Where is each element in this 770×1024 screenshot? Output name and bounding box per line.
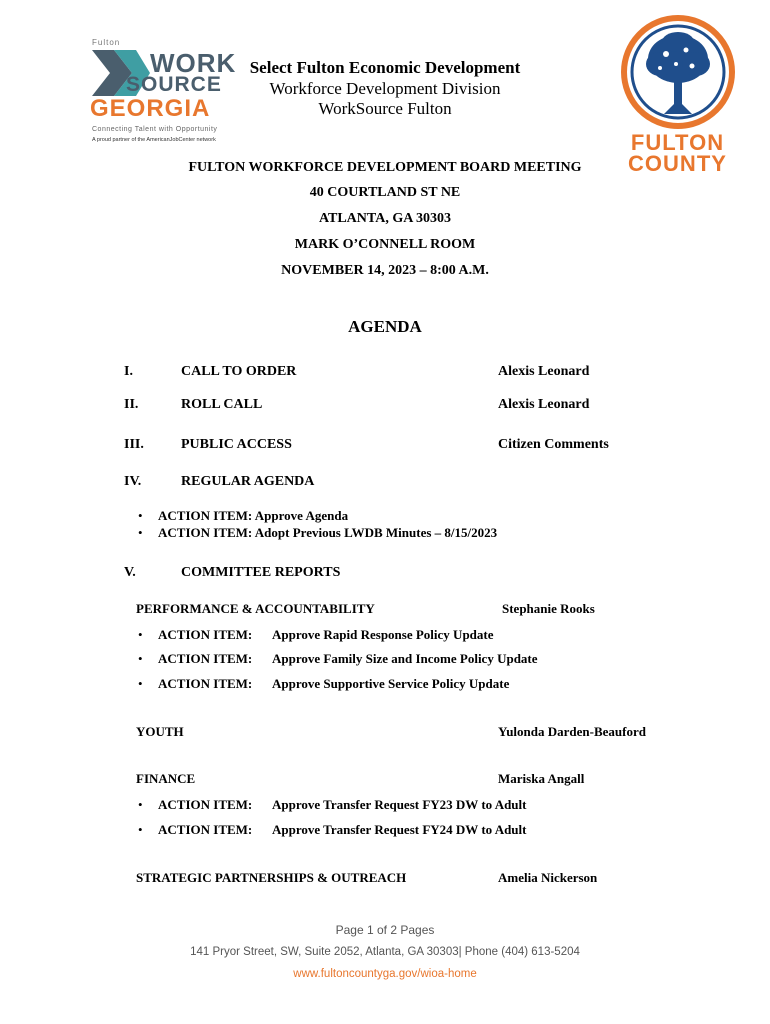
action-item-prefix: ACTION ITEM: [158,676,253,691]
bullet-icon: • [138,676,143,691]
action-item-prefix: ACTION ITEM: [158,797,253,812]
agenda-item-label: CALL TO ORDER [181,364,297,379]
committee-name: STRATEGIC PARTNERSHIPS & OUTREACH [136,870,407,885]
fulton-logo-line2: COUNTY [628,151,727,176]
worksource-logo-partner: A proud partner of the AmericanJobCenter network [92,137,216,143]
worksource-logo-tagline: Connecting Talent with Opportunity [92,126,218,133]
action-item-prefix: ACTION ITEM: [158,627,253,642]
regular-action-item: ACTION ITEM: Approve Agenda [158,508,349,523]
committee-name: FINANCE [136,771,196,786]
action-item-text: Approve Rapid Response Policy Update [272,627,494,642]
worksource-logo-georgia: GEORGIA [90,95,211,122]
action-item-text: Approve Transfer Request FY24 DW to Adult [272,822,527,837]
header-division: Workforce Development Division [269,79,501,98]
agenda-item-number: I. [124,364,133,379]
agenda-item-presenter: Citizen Comments [498,437,609,452]
bullet-icon: • [138,627,143,642]
agenda-item-label: ROLL CALL [181,397,263,412]
bullet-icon: • [138,508,143,523]
agenda-item-number: III. [124,437,144,452]
agenda-item-label: PUBLIC ACCESS [181,437,292,452]
agenda-title: AGENDA [348,317,422,336]
worksource-logo-source: SOURCE [126,73,222,96]
meeting-datetime: NOVEMBER 14, 2023 – 8:00 A.M. [281,263,489,278]
agenda-item-number: V. [124,565,136,580]
fulton-logo-line1: FULTON [630,130,725,155]
bullet-icon: • [138,525,143,540]
action-item-text: Approve Transfer Request FY23 DW to Adult [272,797,527,812]
committee-name: YOUTH [136,724,184,739]
regular-action-item: ACTION ITEM: Adopt Previous LWDB Minutes – 8/15/2023 [158,525,498,540]
bullet-icon: • [138,822,143,837]
footer-url-link[interactable]: www.fultoncountyga.gov/wioa-home [293,968,477,980]
meeting-city: ATLANTA, GA 30303 [318,211,452,226]
committee-name: PERFORMANCE & ACCOUNTABILITY [136,601,375,616]
bullet-icon: • [138,651,143,666]
committee-presenter: Yulonda Darden-Beauford [498,724,646,739]
action-item-prefix: ACTION ITEM: [158,651,253,666]
footer-address: 141 Pryor Street, SW, Suite 2052, Atlanta, GA 30303| Phone (404) 613-5204 [190,946,580,958]
meeting-address: 40 COURTLAND ST NE [309,185,461,200]
worksource-logo-work: WORK [150,48,237,78]
bullet-icon: • [138,797,143,812]
action-item-text: Approve Family Size and Income Policy Update [272,651,538,666]
footer-page-number: Page 1 of 2 Pages [335,923,435,937]
committee-presenter: Mariska Angall [498,771,585,786]
agenda-item-presenter: Alexis Leonard [498,364,590,379]
agenda-item-label: REGULAR AGENDA [181,474,315,489]
agenda-item-number: II. [124,397,139,412]
worksource-logo-small-label: Fulton [92,38,121,47]
agenda-item-number: IV. [124,474,142,489]
agenda-item-presenter: Alexis Leonard [498,397,590,412]
agenda-item-label: COMMITTEE REPORTS [181,565,341,580]
committee-presenter: Stephanie Rooks [502,601,595,616]
fulton-county-seal-icon [620,14,736,130]
header-title: Select Fulton Economic Development [249,58,521,77]
meeting-room: MARK O’CONNELL ROOM [294,237,476,252]
action-item-text: Approve Supportive Service Policy Update [272,676,510,691]
committee-presenter: Amelia Nickerson [498,870,598,885]
action-item-prefix: ACTION ITEM: [158,822,253,837]
meeting-title: FULTON WORKFORCE DEVELOPMENT BOARD MEETING [188,160,582,175]
header-worksource: WorkSource Fulton [318,99,452,118]
